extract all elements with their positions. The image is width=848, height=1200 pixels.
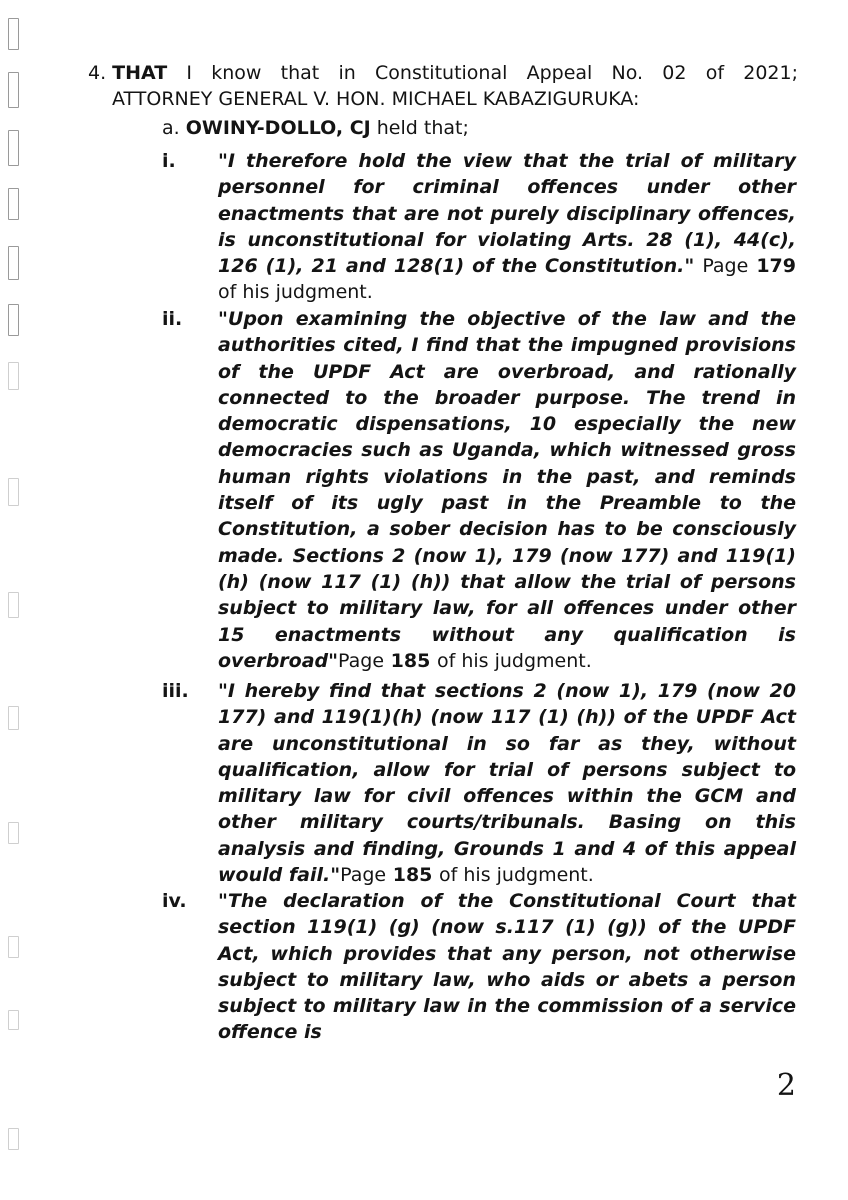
binding-mark [8, 478, 19, 506]
binding-mark [8, 822, 19, 844]
item-numeral: iii. [162, 680, 189, 702]
binding-mark [8, 1010, 19, 1030]
page-label: Page [702, 255, 749, 278]
quote-block [218, 148, 796, 306]
binding-mark [8, 362, 19, 390]
page-reference: 179 [756, 255, 796, 278]
binding-mark [8, 706, 19, 730]
binding-margin-marks [0, 0, 30, 1200]
paragraph-text: I know that in Constitutional Appeal No. 02 of 2021; [186, 62, 798, 84]
item-numeral: ii. [162, 308, 183, 330]
binding-mark [8, 246, 19, 280]
page-reference: 185 [392, 864, 433, 887]
binding-mark [8, 1128, 19, 1150]
quote-text [218, 306, 796, 674]
page-reference: 185 [390, 649, 431, 672]
paragraph-line-1 [88, 60, 798, 86]
paragraph-lead: THAT [112, 62, 168, 84]
binding-mark [8, 130, 19, 166]
item-numeral: iv. [162, 890, 187, 912]
reference-suffix: of his judgment. [436, 649, 592, 672]
quote-block [218, 306, 796, 674]
binding-mark [8, 18, 19, 50]
quote-body: "The declaration of the Constitutional Court that section 119(1) (g) (now s.117 (1) (g)) of the UPDF Act, which provides that any person, not otherwise subject to military law, who aids or abets a person subject to military law in the commission of a service offence is [218, 890, 796, 1044]
quote-body: "I hereby find that sections 2 (now 1), 179 (now 20 177) and 119(1)(h) (now 117 (1) (h)) of the UPDF Act are unconstitutional in so far as they, without qualification, allow for trial of persons subject to military law for civil offences within the GCM and other military courts/tribunals. Basing on this analysis and finding, Grounds 1 and 4 of this appeal would fail." [218, 680, 796, 887]
quote-block [218, 888, 796, 1046]
judge-name: OWINY-DOLLO, CJ [185, 117, 371, 139]
binding-mark [8, 304, 19, 336]
sub-text: held that; [376, 117, 469, 139]
reference-suffix: of his judgment. [439, 864, 594, 887]
reference-suffix: of his judgment. [218, 281, 373, 304]
page-label: Page [340, 864, 387, 887]
sub-paragraph-a [162, 115, 469, 141]
case-title: ATTORNEY GENERAL V. HON. MICHAEL KABAZIGURUKA: [112, 88, 640, 110]
quote-text [218, 148, 796, 306]
binding-mark [8, 936, 19, 958]
binding-mark [8, 72, 19, 108]
sub-letter: a. [162, 117, 180, 139]
quote-text [218, 888, 796, 1046]
paragraph-4 [88, 60, 798, 112]
binding-mark [8, 592, 19, 618]
page-label: Page [338, 649, 385, 672]
paragraph-number: 4. [88, 62, 107, 84]
item-numeral: i. [162, 150, 176, 172]
quote-body: "Upon examining the objective of the law and the authorities cited, I find that the impugned provisions of the UPDF Act are overbroad, and rationally connected to the broader purpose. The trend in democratic dispensations, 10 especially the new democracies such as Uganda, which witnessed gross human rights violations in the past, and reminds itself of its ugly past in the Preamble to the Constitution, a sober decision has to be consciously made. Sections 2 (now 1), 179 (now 177) and 119(1)(h) (now 117 (1) (h)) that allow the trial of persons subject to military law, for all offences under other 15 enactments without any qualification is overbroad" [218, 308, 796, 672]
binding-mark [8, 188, 19, 220]
page-number: 2 [776, 1068, 796, 1103]
quote-text [218, 678, 796, 888]
quote-body: "I therefore hold the view that the trial of military personnel for criminal offences under other enactments that are not purely disciplinary offences, is unconstitutional for violating Arts. 28 (1), 44(c), 126 (1), 21 and 128(1) of the Constitution." [218, 150, 796, 278]
quote-block [218, 678, 796, 888]
